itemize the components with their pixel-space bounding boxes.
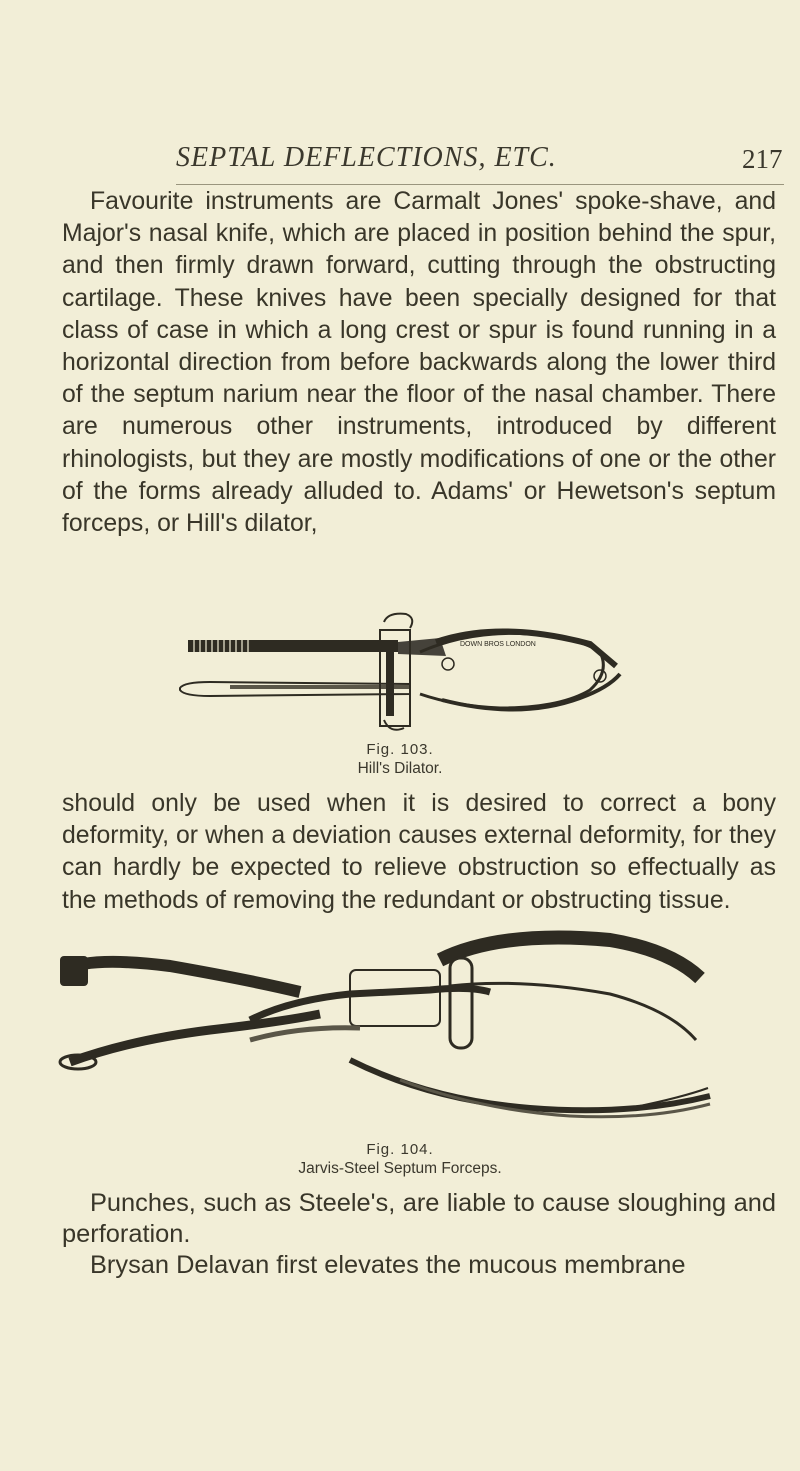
jarvis-steel-forceps-illustration: [50, 930, 720, 1130]
running-title: SEPTAL DEFLECTIONS, ETC.: [176, 142, 557, 173]
figure-caption: Hill's Dilator.: [357, 760, 443, 777]
figure-label: Fig. 104.: [366, 1141, 434, 1158]
paragraph-text: Brysan Delavan first elevates the mucous membrane: [90, 1251, 686, 1279]
paragraph-punches: [62, 1188, 776, 1281]
paragraph-text: Punches, such as Steele's, are liable to cause sloughing and perforation.: [62, 1189, 776, 1248]
engraving-text: MAYER & MELTZER: [523, 943, 655, 978]
paragraph-instruments: [62, 186, 776, 540]
figure-caption: Jarvis-Steel Septum Forceps.: [298, 1160, 502, 1177]
page-header: [176, 142, 783, 182]
engraving-text: DOWN BROS LONDON: [460, 641, 536, 648]
hills-dilator-illustration: [170, 612, 740, 738]
paragraph-text: Favourite instruments are Carmalt Jones' spoke-shave, and Major's nasal knife, which are placed in position behind the spur, and then firmly drawn forward, cutting through the obstructing cartilage. These knives have been specially designed for that class of case in which a long crest or spur is found running in a horizontal direction from before backwards along the lower third of the septum narium near the floor of the nasal chamber. There are numerous other instruments, introduced by different rhinologists, but they are mostly modifications of one or the other of the forms already alluded to. Adams' or Hewetson's septum forceps, or Hill's dilator,: [62, 188, 776, 538]
paragraph-usage: [62, 788, 776, 917]
page-number: 217: [742, 144, 783, 174]
paragraph-text: should only be used when it is desired to correct a bony deformity, or when a deviation causes external deformity, for they can hardly be expected to relieve obstruction so effectually as the methods of removing the redundant or obstructing tissue.: [62, 790, 776, 914]
header-rule: [176, 184, 784, 185]
figure-label: Fig. 103.: [366, 741, 434, 758]
